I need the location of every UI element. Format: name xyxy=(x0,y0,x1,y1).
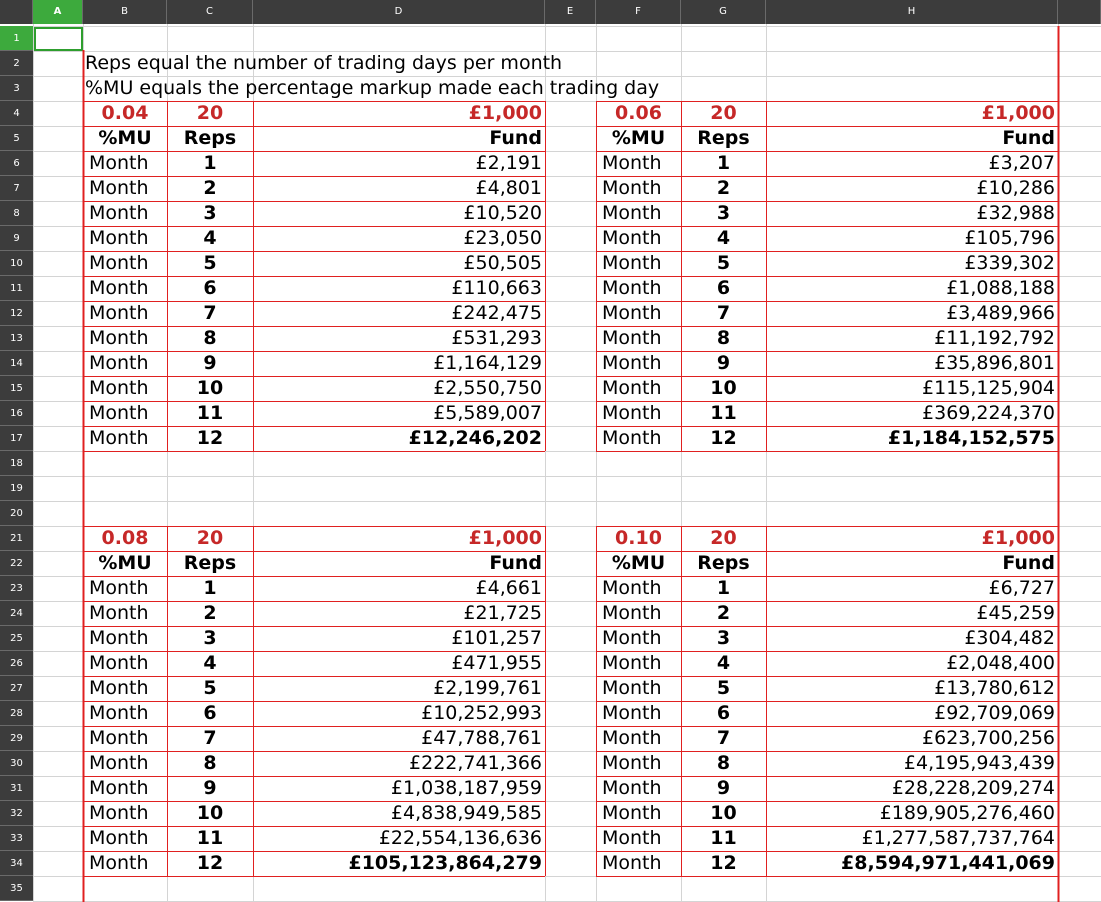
row-header-13[interactable]: 13 xyxy=(0,326,33,351)
reps-value[interactable]: 20 xyxy=(710,527,737,549)
fund-header: Fund xyxy=(1002,127,1055,149)
initial-fund-value[interactable]: £1,000 xyxy=(468,102,542,124)
fund-value[interactable]: £189,905,276,460 xyxy=(879,802,1055,824)
fund-value[interactable]: £32,988 xyxy=(976,202,1055,224)
month-label[interactable]: Month xyxy=(602,352,662,374)
month-number[interactable]: 6 xyxy=(203,277,217,299)
month-number[interactable]: 10 xyxy=(196,802,224,824)
mu-header: %MU xyxy=(98,127,152,149)
month-label[interactable]: Month xyxy=(89,652,149,674)
mu-value[interactable]: 0.08 xyxy=(101,527,149,549)
month-number[interactable]: 5 xyxy=(203,677,217,699)
month-number[interactable]: 11 xyxy=(710,827,737,849)
fund-value[interactable]: £28,228,209,274 xyxy=(891,777,1055,799)
fund-value[interactable]: £115,125,904 xyxy=(922,377,1055,399)
month-number[interactable]: 2 xyxy=(203,177,217,199)
row-header-21[interactable]: 21 xyxy=(0,526,33,551)
month-label[interactable]: Month xyxy=(89,277,149,299)
row-header-25[interactable]: 25 xyxy=(0,626,33,651)
row-header-4[interactable]: 4 xyxy=(0,101,33,126)
row-header-34[interactable]: 34 xyxy=(0,851,33,876)
month-label[interactable]: Month xyxy=(602,152,662,174)
reps-value[interactable]: 20 xyxy=(196,102,224,124)
fund-value[interactable]: £2,550,750 xyxy=(433,377,542,399)
reps-header: Reps xyxy=(697,127,750,149)
month-number[interactable]: 12 xyxy=(710,852,737,874)
month-number[interactable]: 3 xyxy=(203,202,217,224)
month-number[interactable]: 5 xyxy=(716,677,731,699)
month-number[interactable]: 7 xyxy=(203,302,217,324)
fund-value[interactable]: £8,594,971,441,069 xyxy=(841,852,1055,874)
fund-value[interactable]: £4,801 xyxy=(475,177,542,199)
month-number[interactable]: 10 xyxy=(710,377,737,399)
fund-value[interactable]: £13,780,612 xyxy=(934,677,1055,699)
month-number[interactable]: 6 xyxy=(716,702,731,724)
month-label[interactable]: Month xyxy=(89,827,149,849)
month-number[interactable]: 2 xyxy=(716,602,731,624)
month-number[interactable]: 2 xyxy=(716,177,731,199)
row-header-8[interactable]: 8 xyxy=(0,201,33,226)
month-number[interactable]: 8 xyxy=(716,327,731,349)
month-number[interactable]: 3 xyxy=(716,627,731,649)
month-label[interactable]: Month xyxy=(602,402,662,424)
month-label[interactable]: Month xyxy=(602,227,662,249)
fund-value[interactable]: £339,302 xyxy=(964,252,1055,274)
month-number[interactable]: 3 xyxy=(203,627,217,649)
row-header-14[interactable]: 14 xyxy=(0,351,33,376)
month-label[interactable]: Month xyxy=(89,177,149,199)
row-header-16[interactable]: 16 xyxy=(0,401,33,426)
fund-value[interactable]: £1,184,152,575 xyxy=(887,427,1055,449)
row-header-24[interactable]: 24 xyxy=(0,601,33,626)
month-number[interactable]: 4 xyxy=(716,227,731,249)
month-number[interactable]: 9 xyxy=(203,777,217,799)
month-label[interactable]: Month xyxy=(602,377,662,399)
fund-value[interactable]: £2,048,400 xyxy=(946,652,1055,674)
month-label[interactable]: Month xyxy=(602,177,662,199)
fund-value[interactable]: £105,123,864,279 xyxy=(348,852,542,874)
row-header-18[interactable]: 18 xyxy=(0,451,33,476)
month-label[interactable]: Month xyxy=(89,427,149,449)
month-label[interactable]: Month xyxy=(89,677,149,699)
month-label[interactable]: Month xyxy=(89,352,149,374)
month-label[interactable]: Month xyxy=(602,702,662,724)
month-number[interactable]: 10 xyxy=(710,802,737,824)
month-label[interactable]: Month xyxy=(89,377,149,399)
month-number[interactable]: 8 xyxy=(203,752,217,774)
month-label[interactable]: Month xyxy=(602,327,662,349)
month-number[interactable]: 12 xyxy=(196,427,224,449)
month-number[interactable]: 6 xyxy=(716,277,731,299)
row-header-6[interactable]: 6 xyxy=(0,151,33,176)
row-header-10[interactable]: 10 xyxy=(0,251,33,276)
fund-value[interactable]: £10,286 xyxy=(976,177,1055,199)
fund-value[interactable]: £110,663 xyxy=(451,277,542,299)
month-number[interactable]: 6 xyxy=(203,702,217,724)
fund-value[interactable]: £23,050 xyxy=(463,227,542,249)
month-label[interactable]: Month xyxy=(89,302,149,324)
fund-header: Fund xyxy=(489,127,542,149)
fund-value[interactable]: £3,207 xyxy=(988,152,1055,174)
month-number[interactable]: 9 xyxy=(716,777,731,799)
month-number[interactable]: 12 xyxy=(710,427,737,449)
month-label[interactable]: Month xyxy=(602,577,662,599)
row-header-1[interactable]: 1 xyxy=(0,26,33,51)
row-header-33[interactable]: 33 xyxy=(0,826,33,851)
fund-value[interactable]: £471,955 xyxy=(451,652,542,674)
reps-header: Reps xyxy=(697,552,750,574)
note-text: Reps equal the number of trading days per month xyxy=(85,52,563,74)
month-label[interactable]: Month xyxy=(602,277,662,299)
fund-value[interactable]: £4,838,949,585 xyxy=(390,802,542,824)
month-label[interactable]: Month xyxy=(89,327,149,349)
note-text: %MU equals the percentage markup made each trading day xyxy=(85,77,660,99)
fund-value[interactable]: £22,554,136,636 xyxy=(378,827,542,849)
month-label[interactable]: Month xyxy=(89,602,149,624)
column-header-e[interactable]: E xyxy=(545,0,596,24)
month-number[interactable]: 1 xyxy=(716,577,731,599)
month-number[interactable]: 11 xyxy=(196,402,224,424)
fund-value[interactable]: £222,741,366 xyxy=(409,752,542,774)
column-header-f[interactable]: F xyxy=(596,0,681,24)
month-label[interactable]: Month xyxy=(602,602,662,624)
row-header-20[interactable]: 20 xyxy=(0,501,33,526)
row-header-15[interactable]: 15 xyxy=(0,376,33,401)
month-number[interactable]: 4 xyxy=(203,227,217,249)
mu-value[interactable]: 0.06 xyxy=(615,102,662,124)
fund-value[interactable]: £12,246,202 xyxy=(408,427,542,449)
reps-header: Reps xyxy=(183,127,237,149)
row-header-9[interactable]: 9 xyxy=(0,226,33,251)
month-number[interactable]: 1 xyxy=(203,577,217,599)
month-number[interactable]: 4 xyxy=(203,652,217,674)
row-header-29[interactable]: 29 xyxy=(0,726,33,751)
fund-value[interactable]: £304,482 xyxy=(964,627,1055,649)
fund-value[interactable]: £10,520 xyxy=(463,202,542,224)
initial-fund-value[interactable]: £1,000 xyxy=(468,527,542,549)
row-header-11[interactable]: 11 xyxy=(0,276,33,301)
reps-value[interactable]: 20 xyxy=(196,527,224,549)
month-label[interactable]: Month xyxy=(89,402,149,424)
fund-value[interactable]: £4,195,943,439 xyxy=(903,752,1055,774)
mu-value[interactable]: 0.10 xyxy=(615,527,662,549)
month-number[interactable]: 2 xyxy=(203,602,217,624)
month-number[interactable]: 5 xyxy=(716,252,731,274)
row-header-17[interactable]: 17 xyxy=(0,426,33,451)
fund-header: Fund xyxy=(489,552,542,574)
row-header-26[interactable]: 26 xyxy=(0,651,33,676)
initial-fund-value[interactable]: £1,000 xyxy=(981,102,1055,124)
month-number[interactable]: 11 xyxy=(196,827,224,849)
fund-value[interactable]: £3,489,966 xyxy=(946,302,1055,324)
month-number[interactable]: 5 xyxy=(203,252,217,274)
month-label[interactable]: Month xyxy=(602,627,662,649)
month-label[interactable]: Month xyxy=(89,852,149,874)
initial-fund-value[interactable]: £1,000 xyxy=(981,527,1055,549)
column-header-a[interactable]: A xyxy=(33,0,83,24)
month-label[interactable]: Month xyxy=(602,752,662,774)
month-label[interactable]: Month xyxy=(602,827,662,849)
fund-value[interactable]: £50,505 xyxy=(463,252,542,274)
mu-header: %MU xyxy=(611,127,666,149)
month-label[interactable]: Month xyxy=(89,802,149,824)
month-number[interactable]: 12 xyxy=(196,852,224,874)
month-number[interactable]: 9 xyxy=(716,352,731,374)
fund-value[interactable]: £11,192,792 xyxy=(934,327,1055,349)
month-label[interactable]: Month xyxy=(602,652,662,674)
month-label[interactable]: Month xyxy=(89,227,149,249)
mu-header: %MU xyxy=(98,552,152,574)
column-header-c[interactable]: C xyxy=(167,0,253,24)
fund-value[interactable]: £4,661 xyxy=(475,577,542,599)
month-label[interactable]: Month xyxy=(89,702,149,724)
row-header-12[interactable]: 12 xyxy=(0,301,33,326)
month-number[interactable]: 4 xyxy=(716,652,731,674)
month-number[interactable]: 7 xyxy=(716,302,731,324)
row-header-22[interactable]: 22 xyxy=(0,551,33,576)
fund-value[interactable]: £5,589,007 xyxy=(433,402,542,424)
month-label[interactable]: Month xyxy=(602,727,662,749)
row-header-3[interactable]: 3 xyxy=(0,76,33,101)
month-label[interactable]: Month xyxy=(89,577,149,599)
fund-value[interactable]: £105,796 xyxy=(964,227,1055,249)
fund-value[interactable]: £623,700,256 xyxy=(922,727,1055,749)
month-label[interactable]: Month xyxy=(89,777,149,799)
month-label[interactable]: Month xyxy=(602,777,662,799)
month-label[interactable]: Month xyxy=(89,752,149,774)
row-header-32[interactable]: 32 xyxy=(0,801,33,826)
reps-header: Reps xyxy=(183,552,237,574)
month-number[interactable]: 8 xyxy=(716,752,731,774)
fund-value[interactable]: £369,224,370 xyxy=(922,402,1055,424)
month-number[interactable]: 7 xyxy=(716,727,731,749)
row-header-30[interactable]: 30 xyxy=(0,751,33,776)
month-number[interactable]: 10 xyxy=(196,377,224,399)
month-label[interactable]: Month xyxy=(602,802,662,824)
fund-value[interactable]: £2,199,761 xyxy=(433,677,542,699)
month-number[interactable]: 3 xyxy=(716,202,731,224)
fund-value[interactable]: £6,727 xyxy=(988,577,1055,599)
fund-value[interactable]: £45,259 xyxy=(976,602,1055,624)
fund-value[interactable]: £92,709,069 xyxy=(934,702,1055,724)
month-label[interactable]: Month xyxy=(602,302,662,324)
row-header-2[interactable]: 2 xyxy=(0,51,33,76)
fund-value[interactable]: £531,293 xyxy=(451,327,542,349)
fund-value[interactable]: £101,257 xyxy=(451,627,542,649)
row-header-5[interactable]: 5 xyxy=(0,126,33,151)
month-label[interactable]: Month xyxy=(89,727,149,749)
month-label[interactable]: Month xyxy=(602,852,662,874)
column-header-g[interactable]: G xyxy=(681,0,766,24)
row-header-27[interactable]: 27 xyxy=(0,676,33,701)
month-number[interactable]: 1 xyxy=(203,152,217,174)
mu-value[interactable]: 0.04 xyxy=(101,102,149,124)
reps-value[interactable]: 20 xyxy=(710,102,737,124)
month-label[interactable]: Month xyxy=(89,252,149,274)
fund-header: Fund xyxy=(1002,552,1055,574)
row-header-7[interactable]: 7 xyxy=(0,176,33,201)
month-label[interactable]: Month xyxy=(602,427,662,449)
row-header-19[interactable]: 19 xyxy=(0,476,33,501)
month-label[interactable]: Month xyxy=(602,677,662,699)
month-number[interactable]: 11 xyxy=(710,402,737,424)
fund-value[interactable]: £1,277,587,737,764 xyxy=(861,827,1055,849)
fund-value[interactable]: £21,725 xyxy=(463,602,542,624)
month-number[interactable]: 1 xyxy=(716,152,731,174)
fund-value[interactable]: £10,252,993 xyxy=(421,702,542,724)
fund-value[interactable]: £242,475 xyxy=(451,302,542,324)
row-header-28[interactable]: 28 xyxy=(0,701,33,726)
month-number[interactable]: 9 xyxy=(203,352,217,374)
fund-value[interactable]: £1,038,187,959 xyxy=(390,777,542,799)
fund-value[interactable]: £35,896,801 xyxy=(934,352,1055,374)
month-label[interactable]: Month xyxy=(89,627,149,649)
column-header-d[interactable]: D xyxy=(253,0,545,24)
month-number[interactable]: 8 xyxy=(203,327,217,349)
row-header-23[interactable]: 23 xyxy=(0,576,33,601)
column-header-b[interactable]: B xyxy=(83,0,167,24)
mu-header: %MU xyxy=(611,552,666,574)
month-number[interactable]: 7 xyxy=(203,727,217,749)
month-label[interactable]: Month xyxy=(89,202,149,224)
fund-value[interactable]: £47,788,761 xyxy=(421,727,542,749)
row-header-35[interactable]: 35 xyxy=(0,876,33,901)
month-label[interactable]: Month xyxy=(89,152,149,174)
fund-value[interactable]: £1,164,129 xyxy=(433,352,542,374)
column-header-h[interactable]: H xyxy=(766,0,1058,24)
month-label[interactable]: Month xyxy=(602,252,662,274)
fund-value[interactable]: £2,191 xyxy=(475,152,542,174)
month-label[interactable]: Month xyxy=(602,202,662,224)
row-header-31[interactable]: 31 xyxy=(0,776,33,801)
fund-value[interactable]: £1,088,188 xyxy=(946,277,1055,299)
